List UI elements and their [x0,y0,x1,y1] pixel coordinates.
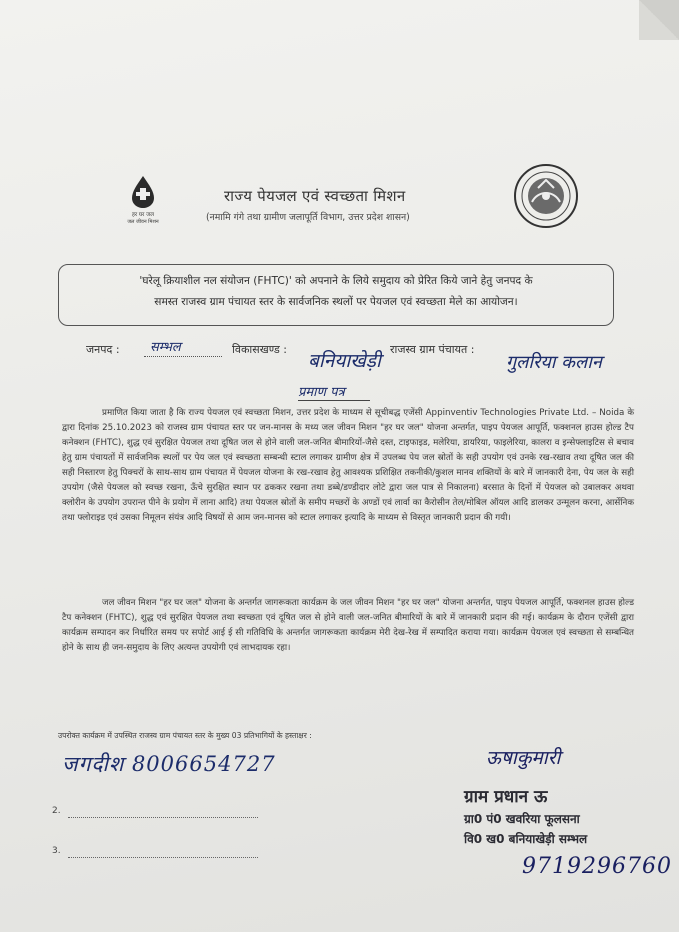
stamp-block: वि0 ख0 बनियाखेड़ी सम्भल [464,832,588,846]
gram-panchayat-label: राजस्व ग्राम पंचायत : [390,343,475,356]
certificate-heading: प्रमाण पत्र [298,385,345,400]
block-value: बनियाखेड़ी [308,350,381,372]
logo-text-1: हर घर जल [132,212,154,218]
jal-jeevan-mission-logo-icon [118,172,168,232]
event-banner [58,264,614,326]
header-title: राज्य पेयजल एवं स्वच्छता मिशन [224,187,406,205]
participant-number-3: 3. [52,846,61,856]
stamp-panchayat: ग्रा0 पं0 खवरिया फूलसना [464,812,580,826]
stamp-title: ग्राम प्रधान ऊ [464,787,548,807]
district-value: सम्भल [150,340,181,355]
certificate-paragraph-1: प्रमाणित किया जाता है कि राज्य पेयजल एवं स्वच्छता मिशन, उत्तर प्रदेश के माध्यम से सूचीबद्ध एजेंसी Appinventiv Technologies Private Ltd. – Noida के द्वारा दिनांक 25.10.2023 को राजस्व ग्राम पंचायत स्तर पर जन-मानस के मध्य जल जीवन मिशन "हर घर जल" योजना अन्तर्गत, पाइप पेयजल आपूर्ति, फक्शनल हाउस होल्ड टैप कनेक्शन (FHTC), शुद्ध एवं सुरक्षित पेयजल तथा दूषित जल से होने वाली जल-जनित बीमारियों-जैसे दस्त, टाइफाइड, मलेरिया, डायरिया, फाइलेरिया, कालरा व इन्सेफ्लाइटिस से बचाव हेतु ग्राम पंचायतों में सार्वजनिक स्थलों पर पेय जल एवं स्वच्छता सम्बन्धी स्टाल लगाकर ग्रामीण क्षेत्र में उपलब्ध पेय जल स्रोतों के सही उपयोग एवं उनके रख-रखाव तथा दूषित जल की सही निस्तारण हेतु पिक्चरों के साथ-साथ ग्राम पंचायत में पेयजल योजना के रख-रखाव हेतु आवश्यक प्रशिक्षित तकनीकी/कुशल मानव शक्तियों के बारे में जानकारी देना, पेय जल के सही उपयोग (जैसे पेयजल को स्वच्छ रखना, ऊँचे सुरक्षित स्थान पर ढककर रखना तथा डब्बे/डण्डीदार लोटे द्वारा जल पात्र से निकालना) बरसात के दिनों में पेयजल को उबालकर अथवा क्लोरीन के उपयोग उपरान्त पीने के प्रयोग में लाना आदि) तथा पेयजल स्रोतों के समीप मच्छरों के अण्डों एवं लार्वा का कैरोसीन तेल/मोबिल ऑयल आदि डालकर उन्मूलन करना, आर्सेनिक तथा फ्लोराइड एवं उसका निमूलन संयंत्र आदि विषयों से आम जन-मानस को स्टाल लगाकर इत्यादि के माध्यम से विस्तृत जानकारी प्रदान की गयी। [62,408,634,523]
pradhan-signature: ऊषाकुमारी [486,747,561,769]
participant-line-3 [68,856,258,858]
participant-signature-1: जगदीश 8006654727 [62,752,276,776]
block-label: विकासखण्ड : [232,343,288,356]
banner-line-1: 'घरेलू क्रियाशील नल संयोजन (FHTC)' को अपनाने के लिये समुदाय को प्रेरित किये जाने हेतु जनपद के [139,275,533,287]
participant-signature-label: उपरोक्त कार्यक्रम में उपस्थित राजस्व ग्राम पंचायत स्तर के मुख्य 03 प्रतिभागियों के हस्ताक्षर : [58,731,312,740]
up-government-seal-icon [512,162,580,230]
participant-line-2 [68,816,258,818]
participant-number-2: 2. [52,806,61,816]
page-fold-corner [639,0,679,40]
district-underline [144,356,222,357]
district-label: जनपद : [86,343,120,356]
heading-underline [298,400,370,401]
pradhan-phone: 9719296760 [522,854,672,879]
banner-line-2: समस्त राजस्व ग्राम पंचायत स्तर के सार्वजनिक स्थलों पर पेयजल एवं स्वच्छता मेले का आयोजन। [154,296,518,308]
gram-panchayat-value: गुलरिया कलान [506,352,602,373]
logo-text-2: जल जीवन मिशन [127,219,159,225]
header-subtitle: (नमामि गंगे तथा ग्रामीण जलापूर्ति विभाग, उत्तर प्रदेश शासन) [206,212,410,223]
certificate-paragraph-2: जल जीवन मिशन "हर घर जल" योजना के अन्तर्गत जागरूकता कार्यक्रम के जल जीवन मिशन "हर घर जल" योजना अन्तर्गत, पाइप पेयजल आपूर्ति, फक्शनल हाउस होल्ड टैप कनेक्शन (FHTC), शुद्ध एवं सुरक्षित पेयजल तथा स्वच्छता एवं दूषित जल से होने वाली जल-जनित बीमारियों के बारे में जानकारी प्रदान की गई। कार्यक्रम के दौरान एजेंसी द्वारा कार्यक्रम सम्पादन कर निर्धारित समय पर सपोर्ट आई ई सी गतिविधि के अन्तर्गत जागरूकता कार्यक्रम मेरी देख-रेख में सम्पादित कराया गया। कार्यक्रम पेयजल एवं स्वच्छता से सम्बन्धित होने के साथ ही जन-समुदाय के लिए अत्यन्त उपयोगी एवं लाभदायक रहा। [62,598,634,653]
